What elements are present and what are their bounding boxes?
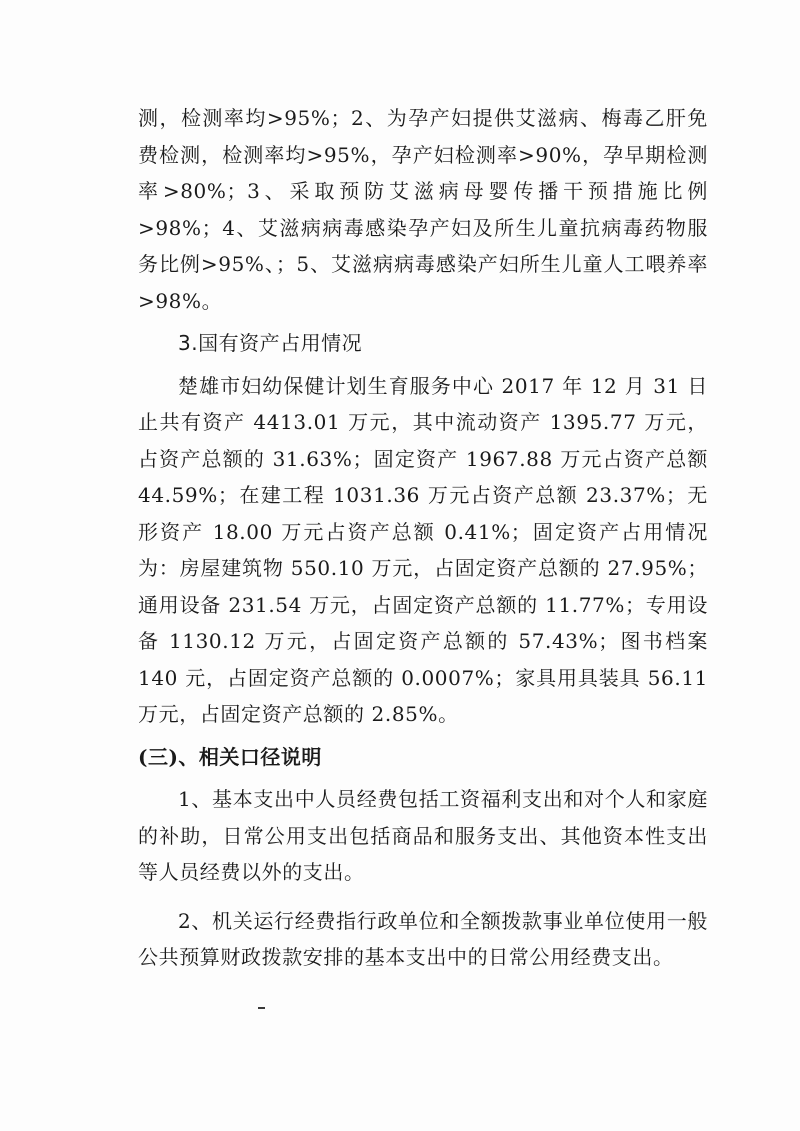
subsection-heading: (三)、相关口径说明 [138,744,322,769]
paragraph-item-2: 2、机关运行经费指行政单位和全额拨款事业单位使用一般公共预算财政拨款安排的基本支出中的日常公用经费支出。 [138,908,708,969]
paragraph-continuation: 测，检测率均>95%；2、为孕产妇提供艾滋病、梅毒乙肝免费检测，检测率均>95%，孕产妇检测率>90%，孕早期检测率>80%；3、采取预防艾滋病母婴传播干预措施比例>98%；4、艾滋病病毒感染孕产妇及所生儿童抗病毒药物服务比例>95%、；5、艾滋病病毒感染产妇所生儿童人工喂养率>98%。 [138,106,708,313]
scan-mark [258,1007,265,1009]
section-heading-assets: 3.国有资产占用情况 [178,331,363,355]
paragraph-item-1: 1、基本支出中人员经费包括工资福利支出和对个人和家庭的补助，日常公用支出包括商品和服务支出、其他资本性支出等人员经费以外的支出。 [138,787,708,884]
document-body [138,100,708,976]
paragraph-assets: 楚雄市妇幼保健计划生育服务中心 2017 年 12 月 31 日止共有资产 4413.01 万元，其中流动资产 1395.77 万元，占资产总额的 31.63%；固定资产 1967.88 万元占资产总额 44.59%；在建工程 1031.36 万元占资产总额 23.37%；无形资产 18.00 万元占资产总额 0.41%；固定资产占用情况为：房屋建筑物 550.10 万元，占固定资产总额的 27.95%；通用设备 231.54 万元，占固定资产总额的 11.77%；专用设备 1130.12 万元，占固定资产总额的 57.43%；图书档案 140 元，占固定资产总额的 0.0007%；家具用具装具 56.11 万元，占固定资产总额的 2.85%。 [138,373,708,726]
